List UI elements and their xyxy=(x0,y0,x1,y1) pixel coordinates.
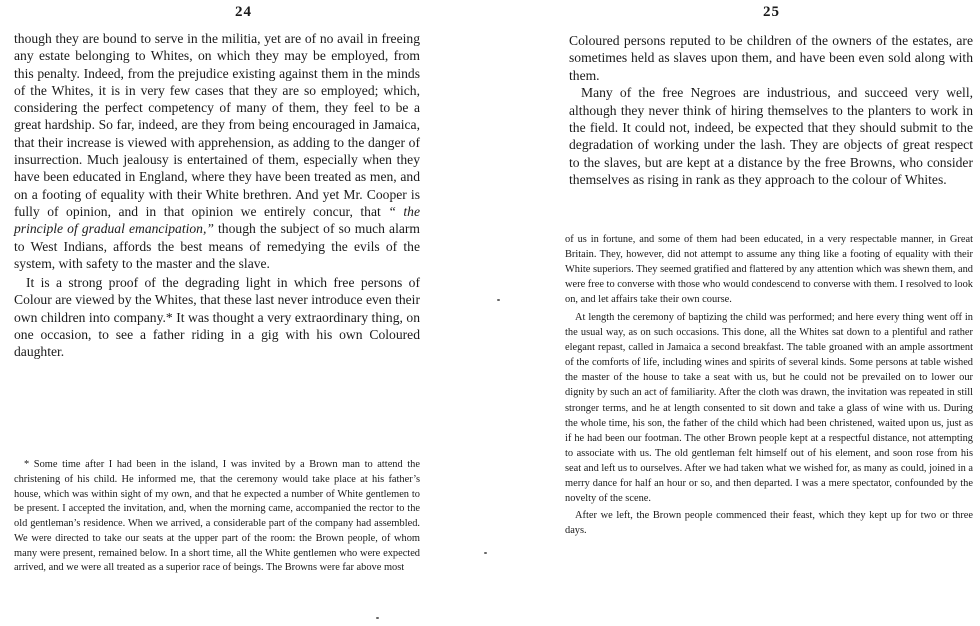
footnote-paragraph: * Some time after I had been in the island, I was invited by a Brown man to attend the christening of his child. He informed me, that the ceremony would take place at his father’s house, which was within sight of my own, and that he expected a number of White gentlemen to be present. I accepted the invitation, and, when the morning came, accompanied the rector to the old gentleman’s residence. When we arrived, a considerable part of the company had assembled. We were directed to take our seats at the upper part of the room: the Brown people, of whom many were present, remained below. In a short time, all the White gentlemen who were expected arrived, and we were all treated as a superior race of beings. The Browns were far above most xyxy=(14,459,420,574)
text-run: though they are bound to serve in the militia, yet are of no avail in freeing any estate belonging to Whites, on which they may be employed, from this penalty. Indeed, from the prejudice existing against them in the minds of the Whites, it is in very few cases that they are so employed; which, considering the perfect competency of many of them, they feel to be a great hardship. So far, indeed, are they from being encouraged in Jamaica, that their increase is viewed with apprehension, as adding to the danger of insurrection. Much jealousy is entertained of them, especially when they have been educated in England, where they have been treated as men, and on a footing of equality with their White brethren. And yet Mr. Cooper is fully of opinion, and in that opinion we entirely concur, that xyxy=(14,31,420,219)
print-speck xyxy=(376,617,379,619)
paragraph: It is a strong proof of the degrading light in which free persons of Colour are viewed by the Whites, that these last never introduce even their own children into company.* It was thought a very extraordinary thing, on one occasion, to see a father riding in a gig with his own Coloured daughter. xyxy=(14,275,420,360)
paragraph: Many of the free Negroes are industrious, and succeed very well, although they never think of hiring themselves to the planters to work in the field. It could not, indeed, be expected that they should submit to the degradation of working under the lash. They are objects of great respect to the slaves, but are kept at a distance by the free Browns, who consider themselves as rising in rank as they approach to the colour of Whites. xyxy=(569,85,973,188)
page-number: 24 xyxy=(235,4,252,20)
paragraph xyxy=(14,30,420,272)
footnote xyxy=(14,458,420,576)
print-speck xyxy=(484,552,487,554)
footnote-paragraph: At length the ceremony of baptizing the child was performed; and here every thing went off in the usual way, as on such occasions. This done, all the Whites sat down to a plentiful and rather elegant repast, called in Jamaica a second breakfast. The table groaned with an ample assortment of the comforts of life, including wines and spirits of several kinds. Some persons at table wished the master of the house to take a seat with us, but he could not be prevailed on to lower our dignity by such an act of familiarity. After the cloth was drawn, the invitation was repeated in still stronger terms, and he at length consented to sit down and take a glass of wine with us. During the whole time, his son, the father of the child which had been christened, waited upon us, just as if he had been our footman. The other Brown people kept at a respectful distance, not attempting to associate with us. The old gentleman felt himself out of his element, and soon rose from his seat and left us to ourselves. After we had taken what we wished for, as many as could, joined in a merry dance for half an hour or so, and then departed. I was a mere spectator, confounded by the novelty of the scene. xyxy=(565,312,973,504)
quotation: “ the principle of gradual emancipation,” xyxy=(14,203,420,237)
paragraph: Coloured persons reputed to be children of the owners of the estates, are sometimes held as slaves upon them, and have been even sold along with them. xyxy=(569,33,973,83)
main-text xyxy=(14,30,420,361)
page-number: 25 xyxy=(763,4,780,20)
text-run: though the subject of so much alarm to West Indians, affords the best means of remedying the evils of the system, with safety to the master and the slave. xyxy=(14,221,421,271)
right-page xyxy=(490,0,980,626)
main-text xyxy=(569,32,973,189)
footnote-paragraph: of us in fortune, and some of them had been educated, in a very respectable manner, in Great Britain. They, however, did not attempt to assume any thing like a footing of equality with their White superiors. They seemed gratified and flattered by any attention which was shewn them, and were free to converse with those who would condescend to converse with them. I resolved to look on, and let affairs take their own course. xyxy=(565,234,973,306)
print-speck xyxy=(497,299,500,301)
footnote-paragraph: After we left, the Brown people commenced their feast, which they kept up for two or three days. xyxy=(565,509,973,536)
footnote xyxy=(565,232,973,538)
